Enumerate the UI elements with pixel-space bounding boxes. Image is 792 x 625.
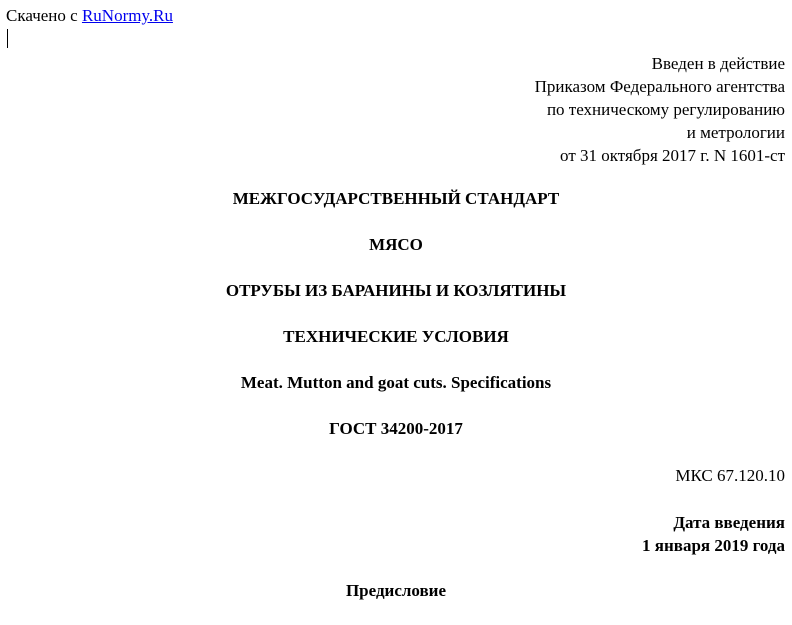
document-title: ОТРУБЫ ИЗ БАРАНИНЫ И КОЗЛЯТИНЫ bbox=[225, 281, 567, 300]
source-prefix: Скачено с bbox=[6, 6, 78, 25]
english-title: Meat. Mutton and goat cuts. Specifications bbox=[240, 373, 552, 392]
document-subtitle: ТЕХНИЧЕСКИЕ УСЛОВИЯ bbox=[283, 327, 509, 346]
enactment-line: по техническому регулированию bbox=[546, 100, 785, 119]
enactment-line: от 31 октября 2017 г. N 1601-ст bbox=[560, 146, 785, 165]
standard-type-heading: МЕЖГОСУДАРСТВЕННЫЙ СТАНДАРТ bbox=[232, 189, 560, 208]
enactment-line: Приказом Федерального агентства bbox=[534, 77, 785, 96]
enactment-line: и метрологии bbox=[686, 123, 785, 142]
effective-date-value: 1 января 2019 года bbox=[642, 536, 785, 555]
source-header bbox=[6, 6, 173, 26]
enactment-line: Введен в действие bbox=[651, 54, 785, 73]
text-caret bbox=[7, 29, 8, 48]
standard-designation: ГОСТ 34200-2017 bbox=[329, 419, 463, 438]
source-link[interactable]: RuNormy.Ru bbox=[81, 6, 173, 25]
preface-heading: Предисловие bbox=[345, 581, 447, 600]
effective-date-label: Дата введения bbox=[673, 513, 785, 532]
enactment-block bbox=[535, 52, 785, 167]
mks-classification: МКС 67.120.10 bbox=[675, 466, 785, 485]
subject-heading: МЯСО bbox=[369, 235, 423, 254]
